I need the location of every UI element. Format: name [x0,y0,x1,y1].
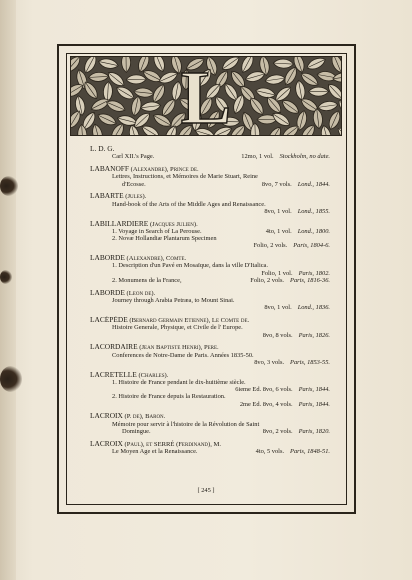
entry-imprint: Lond., 1800. [297,227,330,235]
entry-imprint: Paris, 1844. [298,400,330,408]
entry-title: 2. Novæ Hollandiæ Plantarum Specimen [112,235,217,243]
entry-format: 4to, 1 vol. [265,227,292,235]
entry-line [90,235,330,242]
entry-title: d'Ecosse. [122,180,146,188]
catalogue-entry [90,254,330,284]
catalogue-entry [90,343,330,366]
entry-line [90,181,330,188]
entry-format: Folio, 2 vols. [253,242,288,250]
entry-title: Journey through Arabia Petræa, to Mount Sinai. [112,297,235,304]
entry-title: Histoire Generale, Physique, et Civile de l' Europe. [112,324,243,332]
entry-title: 2. Histoire de France depuis la Restauration. [112,393,226,401]
entry-line [90,401,330,408]
entry-title: Hand-book of the Arts of the Middle Ages and Renaissance. [112,200,266,208]
catalogue-entry [90,165,330,188]
entry-line [90,297,330,304]
entry-imprint: Lond., 1844. [297,180,330,188]
entry-author-note: (Bernard Germain Etienne), Le Comte de. [127,316,250,324]
entry-title: Le Moyen Age et la Renaissance. [112,448,198,455]
entry-author-note: (Charles). [136,371,169,379]
entry-format: 8vo, 1 vol. [264,304,292,312]
entry-line [90,448,330,455]
catalogue-entry [90,412,330,435]
entry-line [90,324,330,331]
entry-title [112,304,258,311]
entry-format: 8vo, 2 vols. [262,428,293,436]
entry-title [112,332,257,339]
initial-letter-l [181,57,232,135]
entry-author: LACÉPÈDE [90,315,128,324]
entry-author: LABANOFF [90,164,130,173]
entry-title: 1. Description d'un Pavé en Mosaïque, dans la ville D'Italica. [112,262,268,270]
entry-imprint: Lond., 1836. [297,304,330,312]
entry-imprint: Paris, 1853-55. [290,358,330,366]
entry-format: 4to, 5 vols. [255,448,285,455]
entry-format: 8vo, 1 vol. [264,207,292,215]
catalogue-entries [90,145,330,460]
entry-line [90,208,330,215]
entry-imprint: Paris, 1802. [298,269,330,277]
entry-format: 6ieme Ed. 8vo, 6 vols. [235,386,293,394]
entry-format: 8vo, 3 vols. [254,358,285,366]
entry-line [90,228,330,235]
entry-line [90,270,330,277]
entry-author-note: (Paul), et SERRÉ (Ferdinand), M. [122,440,222,448]
entry-imprint: Stockholm, no date. [279,153,330,161]
entry-author: LACORDAIRE [90,343,138,352]
entry-title [112,242,248,249]
entry-author: L. D. G. [90,145,115,153]
svg-text:L: L [180,57,232,135]
entry-author: LACROIX [90,412,123,421]
entry-line [90,379,330,386]
entry-author-note: (Jules). [123,193,147,201]
catalogue-entry [90,220,330,250]
entry-author-note: (P. de), Baron. [122,413,166,421]
entry-title: 1. Voyage in Search of La Perouse. [112,227,202,235]
entry-title: Domingue. [122,428,151,436]
entry-author-note: (Alexandre), Comte. [124,255,187,263]
binding-hole-bottom [0,366,22,392]
entry-line [90,359,330,366]
leaf-pattern-illustration [71,57,341,135]
entry-imprint: Paris, 1820. [298,428,330,436]
entry-line [90,201,330,208]
entry-title: 2. Monumens de la France, [112,277,182,285]
entry-author-note: (Jacques Julien). [148,220,198,228]
catalogue-entry [90,371,330,408]
entry-title [112,270,255,277]
entry-line [90,421,330,428]
catalogue-entry [90,145,330,161]
entry-line [90,428,330,435]
entry-line [90,386,330,393]
entry-title: Mémoire pour servir à l'histoire de la Révolution de Saint [112,420,260,428]
entry-imprint: Paris, 1848-51. [290,448,330,455]
entry-line [90,393,330,400]
entry-format: 2me Ed. 8vo, 4 vols. [239,400,293,408]
entry-title [112,208,258,215]
entry-format: 12mo, 1 vol. [241,153,274,161]
binding-hole-middle [0,270,12,284]
entry-author-note: (Leon de). [124,289,156,297]
catalogue-entry [90,192,330,215]
entry-imprint: Paris, 1826. [298,331,330,339]
entry-line [90,242,330,249]
entry-format: 8vo, 8 vols. [262,331,293,339]
entry-line [90,352,330,359]
entry-line [90,277,330,284]
entry-author: LABORDE [90,288,125,297]
decorative-leaf-banner [70,56,342,136]
entry-author-note: (Alexandre), Prince de. [129,165,199,173]
entry-title [112,401,234,408]
entry-line [90,173,330,180]
entry-title [112,386,229,393]
entry-title: Lettres, Instructions, et Mémoires de Marie Stuart, Reine [112,173,258,181]
entry-line [90,304,330,311]
entry-line [90,262,330,269]
binding-hole-top [0,176,18,196]
catalogue-entry [90,289,330,312]
entry-imprint: Paris, 1816-36. [290,277,330,285]
entry-format: 8vo, 7 vols. [261,180,292,188]
entry-title: 1. Histoire de France pendant le dix-huitième siècle. [112,378,246,386]
entry-title: Conferences de Notre-Dame de Paris. Années 1835-50. [112,351,254,359]
catalogue-entry [90,440,330,456]
entry-author: LABORDE [90,254,125,263]
catalogue-entry [90,316,330,339]
entry-author: LACRETELLE [90,370,137,379]
page-number: [ 245 ] [197,487,215,494]
entry-imprint: Paris, 1804-6. [293,242,330,250]
entry-author: LACROIX [90,439,123,448]
entry-format: Folio, 1 vol. [261,269,293,277]
entry-author: LABILLARDIERE [90,219,149,228]
entry-imprint: Paris, 1844. [298,386,330,394]
entry-title [112,359,248,366]
entry-line [90,153,330,160]
entry-author: LABARTE [90,192,124,201]
entry-title: Carl XII.'s Page. [112,153,155,161]
entry-imprint: Lond., 1855. [297,207,330,215]
entry-line [90,332,330,339]
entry-format: Folio, 2 vols. [250,277,285,285]
entry-author-note: (Jean Baptiste Henri), Pere. [137,344,219,352]
